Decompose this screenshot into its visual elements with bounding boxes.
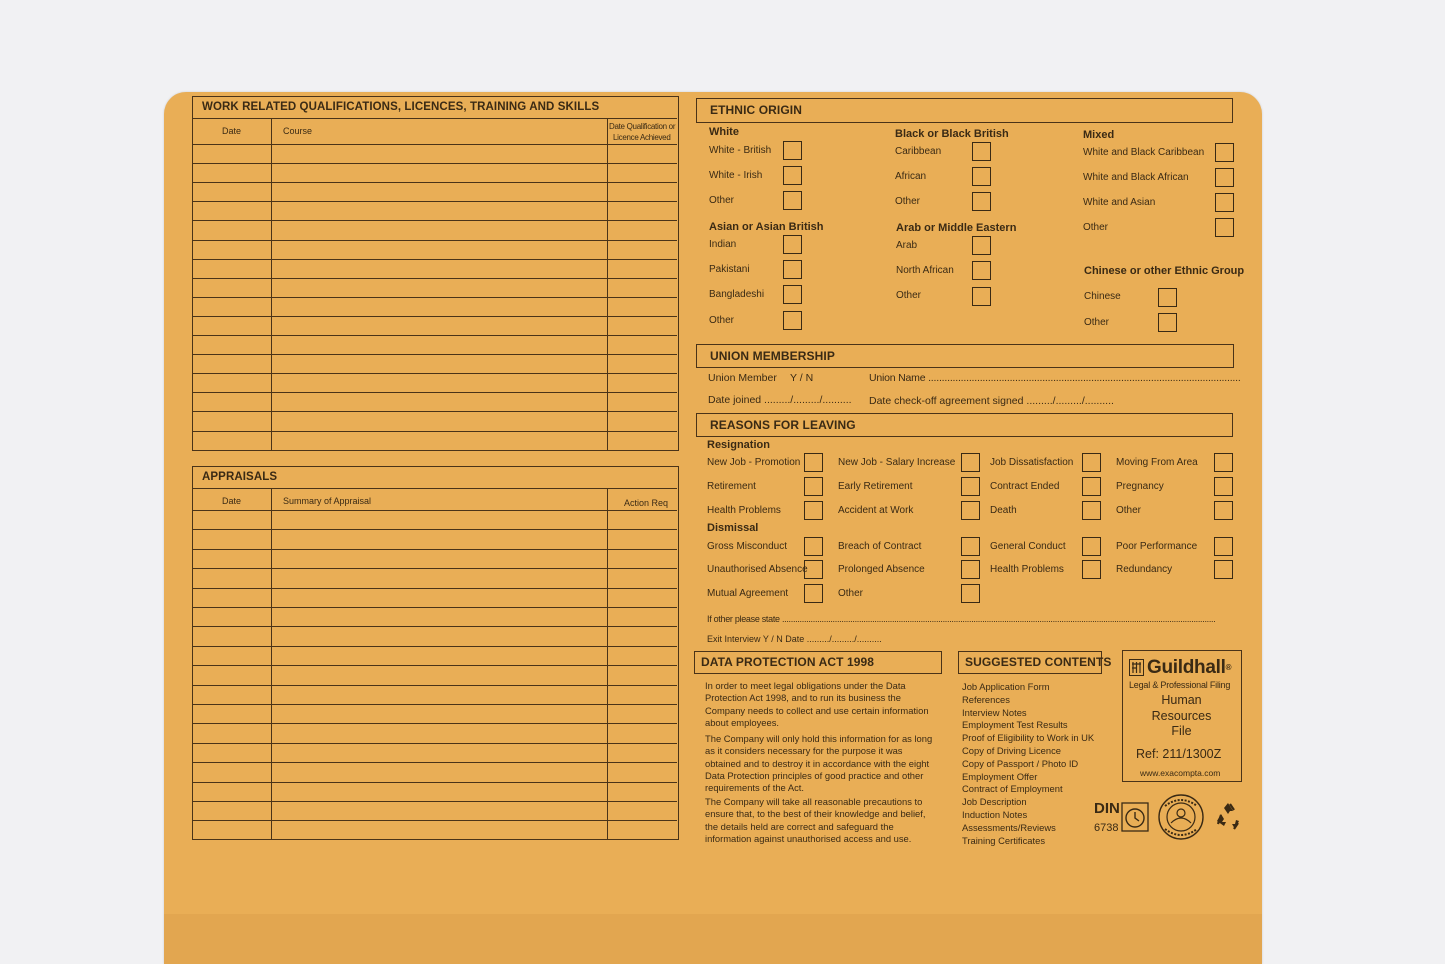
ethnic-mixed-heading: Mixed bbox=[1083, 129, 1115, 141]
ethnic-origin-title: ETHNIC ORIGIN bbox=[710, 103, 802, 117]
table-row[interactable] bbox=[193, 665, 677, 666]
ethnic-black-item: Other bbox=[895, 196, 921, 207]
reason-checkbox[interactable] bbox=[804, 453, 823, 472]
ethnic-black-item: Caribbean bbox=[895, 146, 942, 157]
reason-checkbox[interactable] bbox=[1082, 537, 1101, 556]
reason-checkbox[interactable] bbox=[1082, 477, 1101, 496]
union-name-field[interactable]: Union Name ................................................................................................................... bbox=[869, 372, 1241, 384]
union-member-label: Union Member bbox=[708, 372, 777, 384]
guildhall-emblem-icon bbox=[1129, 659, 1144, 676]
reason-label: Redundancy bbox=[1116, 564, 1173, 575]
table-row[interactable] bbox=[193, 278, 677, 279]
table-row[interactable] bbox=[193, 723, 677, 724]
table-row[interactable] bbox=[193, 240, 677, 241]
table-row[interactable] bbox=[193, 163, 677, 164]
ethnic-indian-checkbox[interactable] bbox=[783, 235, 802, 254]
ethnic-mixed-item: White and Asian bbox=[1083, 197, 1156, 208]
table-row[interactable] bbox=[193, 704, 677, 705]
blue-angel-seal-icon bbox=[1157, 792, 1205, 842]
ethnic-chinese-item: Other bbox=[1084, 317, 1110, 328]
table-row[interactable] bbox=[193, 801, 677, 802]
table-row[interactable] bbox=[193, 568, 677, 569]
table-row[interactable] bbox=[193, 588, 677, 589]
table-row[interactable] bbox=[193, 743, 677, 744]
data-protection-paragraph-2: The Company will only hold this information for as long as it considers necessary for the purpose it was obtained and to destroy it in accordance with the eight Data Protection principles of good practice and other requirements of the Act. bbox=[705, 733, 933, 794]
ethnic-black-heading: Black or Black British bbox=[895, 128, 1009, 140]
ethnic-asian-item: Bangladeshi bbox=[709, 289, 765, 300]
ethnic-white-irish-checkbox[interactable] bbox=[783, 166, 802, 185]
data-protection-title: DATA PROTECTION ACT 1998 bbox=[701, 655, 875, 669]
ethnic-chinese-other-checkbox[interactable] bbox=[1158, 313, 1177, 332]
reason-label: New Job - Promotion bbox=[707, 457, 801, 468]
ethnic-african-checkbox[interactable] bbox=[972, 167, 991, 186]
din-number: 6738 bbox=[1094, 822, 1119, 834]
reason-checkbox[interactable] bbox=[1214, 537, 1233, 556]
ethnic-white-heading: White bbox=[709, 126, 739, 138]
other-please-state-field[interactable]: If other please state ..................................................................................................................................................................................................... bbox=[707, 614, 1216, 624]
reason-label: Other bbox=[838, 588, 864, 599]
qualifications-table bbox=[192, 96, 679, 451]
table-row[interactable] bbox=[193, 354, 677, 355]
ethnic-north-african-checkbox[interactable] bbox=[972, 261, 991, 280]
ethnic-arab-item: Other bbox=[896, 290, 922, 301]
reason-label: Poor Performance bbox=[1116, 541, 1198, 552]
ethnic-asian-other-checkbox[interactable] bbox=[783, 311, 802, 330]
reason-checkbox[interactable] bbox=[1214, 477, 1233, 496]
ethnic-arab-heading: Arab or Middle Eastern bbox=[896, 222, 1017, 234]
reason-label: New Job - Salary Increase bbox=[838, 457, 956, 468]
table-row[interactable] bbox=[193, 431, 677, 432]
reason-checkbox[interactable] bbox=[804, 537, 823, 556]
reason-label: Prolonged Absence bbox=[838, 564, 925, 575]
brand-ref: Ref: 211/1300Z bbox=[1136, 747, 1222, 761]
table-row[interactable] bbox=[193, 144, 677, 145]
reason-checkbox[interactable] bbox=[1214, 560, 1233, 579]
table-row[interactable] bbox=[193, 820, 677, 821]
hr-file-folder bbox=[164, 92, 1262, 964]
reason-label: Contract Ended bbox=[990, 481, 1060, 492]
resignation-heading: Resignation bbox=[707, 439, 770, 451]
appraisals-col-action: Action Req bbox=[624, 498, 669, 508]
qualifications-col-achieved: Date Qualification or Licence Achieved bbox=[609, 122, 676, 142]
ethnic-mixed-item: White and Black Caribbean bbox=[1083, 147, 1205, 158]
table-row[interactable] bbox=[193, 685, 677, 686]
list-item: Induction Notes bbox=[962, 808, 1028, 820]
table-row[interactable] bbox=[193, 411, 677, 412]
ethnic-white-item: White - Irish bbox=[709, 170, 763, 181]
ethnic-white-item: White - British bbox=[709, 145, 772, 156]
ethnic-white-black-caribbean-checkbox[interactable] bbox=[1215, 143, 1234, 162]
reason-label: Job Dissatisfaction bbox=[990, 457, 1074, 468]
reason-label: Other bbox=[1116, 505, 1142, 516]
reason-label: Health Problems bbox=[707, 505, 781, 516]
table-row[interactable] bbox=[193, 529, 677, 530]
reason-label: Gross Misconduct bbox=[707, 541, 788, 552]
reason-checkbox[interactable] bbox=[961, 453, 980, 472]
ethnic-white-other-checkbox[interactable] bbox=[783, 191, 802, 210]
list-item: Job Application Form bbox=[962, 681, 1050, 692]
union-member-yn[interactable]: Y / N bbox=[790, 372, 814, 384]
reasons-for-leaving-header bbox=[696, 413, 1233, 437]
ethnic-chinese-item: Chinese bbox=[1084, 291, 1121, 302]
list-item: Training Certificates bbox=[962, 834, 1046, 846]
din-label: DIN bbox=[1094, 800, 1120, 817]
ethnic-asian-item: Indian bbox=[709, 239, 737, 250]
appraisals-title: APPRAISALS bbox=[202, 471, 278, 483]
appraisals-table bbox=[192, 466, 679, 840]
brand-name: Guildhall® bbox=[1147, 657, 1232, 678]
ethnic-caribbean-checkbox[interactable] bbox=[972, 142, 991, 161]
reason-checkbox[interactable] bbox=[961, 584, 980, 603]
ethnic-asian-item: Pakistani bbox=[709, 264, 750, 275]
list-item: Employment Offer bbox=[962, 770, 1038, 782]
ethnic-white-item: Other bbox=[709, 195, 735, 206]
list-item: Employment Test Results bbox=[962, 719, 1068, 731]
table-row[interactable] bbox=[193, 549, 677, 550]
reason-checkbox[interactable] bbox=[961, 477, 980, 496]
suggested-contents-header bbox=[958, 651, 1112, 674]
table-row[interactable] bbox=[193, 646, 677, 647]
folder-lip bbox=[164, 914, 1262, 964]
reasons-for-leaving-title: REASONS FOR LEAVING bbox=[710, 418, 856, 432]
table-row[interactable] bbox=[193, 510, 677, 511]
reason-checkbox[interactable] bbox=[961, 560, 980, 579]
qualifications-col-course: Course bbox=[283, 126, 313, 136]
union-date-joined[interactable]: Date joined ........./........./.......... bbox=[708, 394, 852, 406]
ethnic-white-british-checkbox[interactable] bbox=[783, 141, 802, 160]
union-membership-title: UNION MEMBERSHIP bbox=[710, 349, 835, 363]
reason-label: Moving From Area bbox=[1116, 457, 1198, 468]
reason-label: Early Retirement bbox=[838, 481, 913, 492]
reason-label: Mutual Agreement bbox=[707, 588, 789, 599]
reason-checkbox[interactable] bbox=[1214, 453, 1233, 472]
dismissal-heading: Dismissal bbox=[707, 522, 759, 534]
reason-checkbox[interactable] bbox=[804, 501, 823, 520]
reason-label: Breach of Contract bbox=[838, 541, 922, 552]
list-item: Contract of Employment bbox=[962, 783, 1063, 795]
list-item: Job Description bbox=[962, 796, 1027, 808]
ethnic-black-other-checkbox[interactable] bbox=[972, 192, 991, 211]
data-protection-paragraph-3: The Company will take all reasonable precautions to ensure that, to the best of their knowledge and belief, the details held are correct and safeguard the information against unauthorised access and use. bbox=[705, 796, 926, 844]
reason-checkbox[interactable] bbox=[804, 560, 823, 579]
table-row[interactable] bbox=[193, 373, 677, 374]
ethnic-white-black-african-checkbox[interactable] bbox=[1215, 168, 1234, 187]
reason-label: Pregnancy bbox=[1116, 481, 1164, 492]
ethnic-asian-heading: Asian or Asian British bbox=[709, 221, 824, 233]
appraisals-col-summary: Summary of Appraisal bbox=[283, 496, 372, 506]
table-row[interactable] bbox=[193, 220, 677, 221]
table-row[interactable] bbox=[193, 259, 677, 260]
reason-checkbox[interactable] bbox=[804, 584, 823, 603]
table-row[interactable] bbox=[193, 607, 677, 608]
table-row[interactable] bbox=[193, 335, 677, 336]
ethnic-origin-header bbox=[696, 98, 1233, 123]
brand-tagline: Legal & Professional Filing bbox=[1129, 680, 1231, 690]
reason-label: Unauthorised Absence bbox=[707, 564, 808, 575]
ethnic-mixed-item: Other bbox=[1083, 222, 1109, 233]
union-checkoff-date[interactable]: Date check-off agreement signed ........./........./.......... bbox=[869, 395, 1114, 407]
appraisals-col-date: Date bbox=[222, 496, 242, 506]
ethnic-arab-checkbox[interactable] bbox=[972, 236, 991, 255]
data-protection-paragraph-1: In order to meet legal obligations under the Data Protection Act 1998, and to run its business the Company needs to collect and use certain information about employees. bbox=[705, 680, 929, 728]
reason-label: Death bbox=[990, 505, 1017, 516]
list-item: Copy of Passport / Photo ID bbox=[962, 757, 1079, 769]
ethnic-chinese-checkbox[interactable] bbox=[1158, 288, 1177, 307]
suggested-contents-list bbox=[962, 681, 1094, 847]
ethnic-pakistani-checkbox[interactable] bbox=[783, 260, 802, 279]
brand-url[interactable]: www.exacompta.com bbox=[1140, 768, 1221, 778]
data-protection-header bbox=[694, 651, 942, 674]
reason-checkbox[interactable] bbox=[961, 537, 980, 556]
union-membership-header bbox=[696, 344, 1234, 368]
ethnic-black-item: African bbox=[895, 171, 927, 182]
table-row[interactable] bbox=[193, 626, 677, 627]
ethnic-mixed-item: White and Black African bbox=[1083, 172, 1189, 183]
reason-checkbox[interactable] bbox=[804, 477, 823, 496]
qualifications-col-date: Date bbox=[222, 126, 242, 136]
table-row[interactable] bbox=[193, 201, 677, 202]
ethnic-white-asian-checkbox[interactable] bbox=[1215, 193, 1234, 212]
ethnic-arab-item: Arab bbox=[896, 240, 918, 251]
exit-interview-field[interactable]: Exit Interview Y / N Date ........./........./.......... bbox=[707, 634, 882, 644]
reason-checkbox[interactable] bbox=[1082, 560, 1101, 579]
ethnic-chinese-heading: Chinese or other Ethnic Group bbox=[1084, 265, 1245, 277]
suggested-contents-title: SUGGESTED CONTENTS bbox=[965, 655, 1112, 669]
recycle-icon bbox=[1211, 799, 1245, 833]
ethnic-arab-other-checkbox[interactable] bbox=[972, 287, 991, 306]
table-row[interactable] bbox=[193, 182, 677, 183]
reason-checkbox[interactable] bbox=[1214, 501, 1233, 520]
brand-product: Human Resources File bbox=[1151, 693, 1212, 738]
table-row[interactable] bbox=[193, 392, 677, 393]
reason-checkbox[interactable] bbox=[1082, 453, 1101, 472]
ethnic-bangladeshi-checkbox[interactable] bbox=[783, 285, 802, 304]
reason-checkbox[interactable] bbox=[961, 501, 980, 520]
reason-checkbox[interactable] bbox=[1082, 501, 1101, 520]
reason-label: Retirement bbox=[707, 481, 756, 492]
table-row[interactable] bbox=[193, 316, 677, 317]
list-item: References bbox=[962, 693, 1010, 705]
list-item: Proof of Eligibility to Work in UK bbox=[962, 732, 1095, 744]
reason-label: Accident at Work bbox=[838, 505, 914, 516]
guildhall-brand-box bbox=[1122, 650, 1242, 782]
reason-label: General Conduct bbox=[990, 541, 1066, 552]
ethnic-asian-item: Other bbox=[709, 315, 735, 326]
qualifications-title: WORK RELATED QUALIFICATIONS, LICENCES, TRAINING AND SKILLS bbox=[202, 101, 600, 113]
reason-label: Health Problems bbox=[990, 564, 1064, 575]
ethnic-mixed-other-checkbox[interactable] bbox=[1215, 218, 1234, 237]
list-item: Interview Notes bbox=[962, 706, 1027, 718]
table-row[interactable] bbox=[193, 762, 677, 763]
table-row[interactable] bbox=[193, 297, 677, 298]
list-item: Copy of Driving Licence bbox=[962, 744, 1062, 756]
table-row[interactable] bbox=[193, 782, 677, 783]
clock-archive-icon bbox=[1121, 802, 1149, 832]
ethnic-arab-item: North African bbox=[896, 265, 954, 276]
list-item: Assessments/Reviews bbox=[962, 821, 1056, 833]
